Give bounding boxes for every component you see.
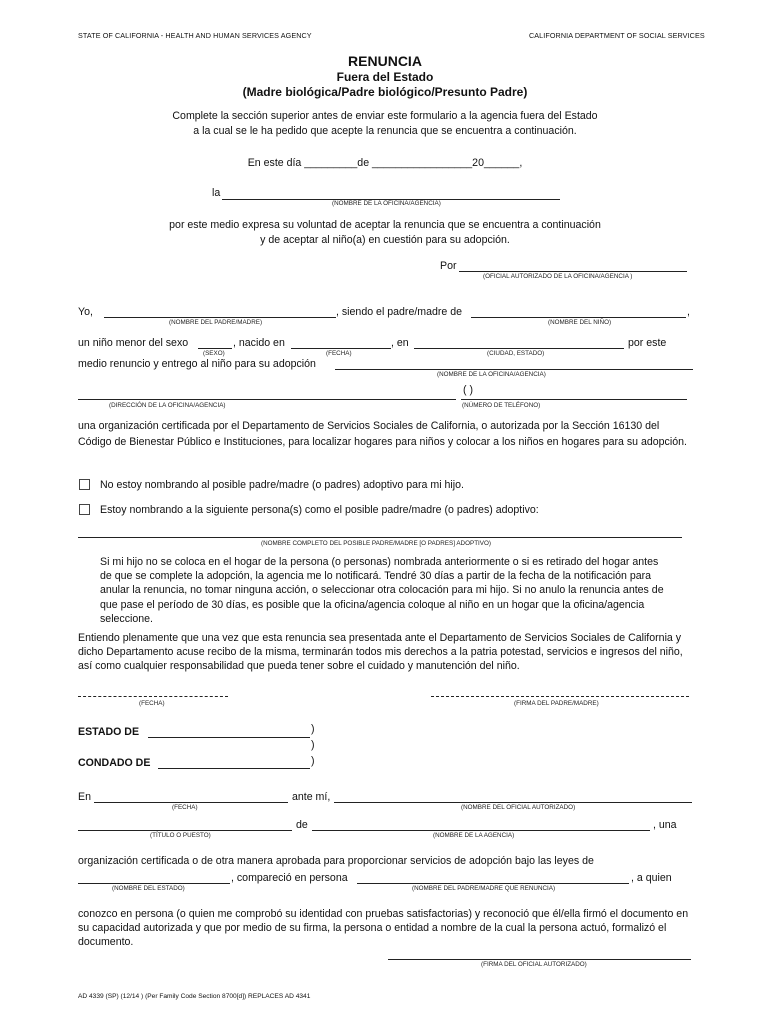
adoptive-parent-caption: (NOMBRE COMPLETO DEL POSIBLE PADRE/MADRE [O PADRES] ADOPTIVO) xyxy=(261,540,491,547)
child-name-caption: (NOMBRE DEL NIÑO) xyxy=(548,319,612,326)
parent-signature-caption: (FIRMA DEL PADRE/MADRE) xyxy=(514,700,599,707)
office-address-field[interactable] xyxy=(78,399,456,400)
signature-date-caption: (FECHA) xyxy=(139,700,165,707)
agency-header-right: CALIFORNIA DEPARTMENT OF SOCIAL SERVICES xyxy=(529,31,705,40)
notary-agency-field[interactable] xyxy=(312,830,650,831)
office-name-caption: (NOMBRE DE LA OFICINA/AGENCIA) xyxy=(437,371,546,378)
comma-label: , xyxy=(687,306,690,318)
notary-official-caption: (NOMBRE DEL OFICIAL AUTORIZADO) xyxy=(461,804,576,811)
child-sex-label: un niño menor del sexo xyxy=(78,337,189,349)
form-subtitle: Fuera del Estado xyxy=(336,70,434,84)
relinquishing-parent-caption: (NOMBRE DEL PADRE/MADRE QUE RENUNCIA) xyxy=(412,885,556,892)
notary-title-field[interactable] xyxy=(78,830,292,831)
notary-agency-caption: (NOMBRE DE LA AGENCIA) xyxy=(433,832,515,839)
phone-number-field[interactable] xyxy=(461,399,687,400)
intro-line-2: a la cual se le ha pedido que acepte la renuncia que se encuentra a continuación. xyxy=(193,125,577,137)
en-label: , en xyxy=(391,337,409,349)
estado-paren: ) xyxy=(311,723,315,735)
intro-line-1: Complete la sección superior antes de enviar este formulario a la agencia fuera del Estado xyxy=(172,110,598,122)
notary-official-name-field[interactable] xyxy=(334,802,692,803)
option-no-adoptive-parent-label: No estoy nombrando al posible padre/madre (o padres) adoptivo para mi hijo. xyxy=(100,479,464,491)
option-naming-adoptive-parent-checkbox[interactable] xyxy=(79,504,90,515)
form-title: RENUNCIA xyxy=(348,53,422,69)
notary-closing-paragraph: conozco en persona (o quien me comprobó su identidad con pruebas satisfactorias) y reconoció que él/ella firmó el documento en su capacidad autorizada y que por medio de su firma, la persona o entidad a nombre de la cual la persona actuó, formalizó el documento. xyxy=(78,908,689,949)
por-este-label: por este xyxy=(628,337,667,349)
notary-state-field[interactable] xyxy=(78,883,230,884)
child-sex-field[interactable] xyxy=(198,348,232,349)
birth-date-field[interactable] xyxy=(291,348,391,349)
certified-org-paragraph: una organización certificada por el Departamento de Servicios Sociales de California, o autorizada por la Sección 16130 del Código de Bienestar Público e Instituciones, para localizar hogares para niños y colocar a los niños en hogares para su adopción. xyxy=(78,420,687,448)
a-quien-label: , a quien xyxy=(631,872,672,884)
notary-date-caption: (FECHA) xyxy=(172,804,198,811)
office-address-caption: (DIRECCIÓN DE LA OFICINA/AGENCIA) xyxy=(109,402,226,409)
siendo-label: , siendo el padre/madre de xyxy=(336,306,463,318)
option-naming-adoptive-parent-label: Estoy nombrando a la siguiente persona(s) como el posible padre/madre (o padres) adoptivo: xyxy=(100,504,539,516)
official-signature-field[interactable] xyxy=(388,959,691,960)
relinquishing-parent-field[interactable] xyxy=(357,883,629,884)
understand-paragraph: Entiendo plenamente que una vez que esta renuncia sea presentada ante el Departamento de Servicios Sociales de California y dicho Departamento acuse recibo de la misma, terminarán todos mis derechos a la patria potestad, servicios e ingresos del niño, así como cualquier responsabilidad que pueda tener sobre el cuidado y manutención del niño. xyxy=(78,632,683,673)
city-state-caption: (CIUDAD, ESTADO) xyxy=(487,350,545,357)
express-line-2: y de aceptar al niño(a) en cuestión para su adopción. xyxy=(260,234,510,246)
estado-label: ESTADO DE xyxy=(78,726,140,738)
parent-signature-field[interactable] xyxy=(431,696,689,697)
adoptive-parent-name-field[interactable] xyxy=(78,537,682,538)
express-line-1: por este medio expresa su voluntad de aceptar la renuncia que se encuentra a continuación xyxy=(169,219,601,231)
estado-field[interactable] xyxy=(148,737,310,738)
sex-caption: (SEXO) xyxy=(203,350,225,357)
relinquish-text: medio renuncio y entrego al niño para su adopción xyxy=(78,358,316,370)
phone-area-code: ( ) xyxy=(463,384,473,396)
authorized-official-field[interactable] xyxy=(459,271,687,272)
condado-paren: ) xyxy=(311,755,315,767)
form-footer: AD 4339 (SP) (12/14 ) (Per Family Code Section 8700[d]) REPLACES AD 4341 xyxy=(78,993,311,1000)
notary-una-label: , una xyxy=(653,819,677,831)
parent-name-field[interactable] xyxy=(104,317,336,318)
ante-mi-label: ante mí, xyxy=(292,791,331,803)
form-subtitle-parent-type: (Madre biológica/Padre biológico/Presunto Padre) xyxy=(242,85,528,99)
signature-date-field[interactable] xyxy=(78,696,228,697)
notary-de-label: de xyxy=(296,819,308,831)
por-label: Por xyxy=(440,260,457,272)
notary-org-line: organización certificada o de otra manera aprobada para proporcionar servicios de adopción bajo las leyes de xyxy=(78,855,594,867)
birth-date-caption: (FECHA) xyxy=(326,350,352,357)
comparecio-label: , compareció en persona xyxy=(231,872,348,884)
notary-title-caption: (TÍTULO O PUESTO) xyxy=(150,832,211,839)
nacido-label: , nacido en xyxy=(233,337,285,349)
notice-paragraph: Si mi hijo no se coloca en el hogar de la persona (o personas) nombrada anteriormente o si es retirado del hogar antes de que se complete la adopción, la agencia me lo notificará. Tendré 30 días a partir de la fecha de la notificación para anular la renuncia, no tomar ninguna acción, o seleccionar otra colocación para mi hijo. Si no anulo la renuncia antes de que pase el período de 30 días, es posible que la oficina/agencia coloque al niño en un hogar que la oficina/agencia seleccione. xyxy=(100,556,664,625)
condado-field[interactable] xyxy=(158,768,310,769)
acceptance-date-line[interactable]: En este día _________de _________________20______, xyxy=(247,157,523,169)
office-name-field[interactable] xyxy=(335,369,693,370)
notary-en-label: En xyxy=(78,791,91,803)
agency-header-left: STATE OF CALIFORNIA - HEALTH AND HUMAN SERVICES AGENCY xyxy=(78,31,312,40)
notary-state-caption: (NOMBRE DEL ESTADO) xyxy=(112,885,185,892)
authorized-official-caption: (OFICIAL AUTORIZADO DE LA OFICINA/AGENCIA ) xyxy=(483,273,633,280)
yo-label: Yo, xyxy=(78,306,93,318)
phone-caption: (NÚMERO DE TELÉFONO) xyxy=(462,402,541,409)
birth-city-field[interactable] xyxy=(414,348,624,349)
condado-label: CONDADO DE xyxy=(78,757,151,769)
child-name-field[interactable] xyxy=(471,317,686,318)
parent-name-caption: (NOMBRE DEL PADRE/MADRE) xyxy=(169,319,263,326)
agency-name-caption: (NOMBRE DE LA OFICINA/AGENCIA) xyxy=(332,200,441,207)
official-signature-caption: (FIRMA DEL OFICIAL AUTORIZADO) xyxy=(481,961,587,968)
option-no-adoptive-parent-checkbox[interactable] xyxy=(79,479,90,490)
notary-date-field[interactable] xyxy=(94,802,288,803)
middle-paren: ) xyxy=(311,739,315,751)
agency-la-label: la xyxy=(212,187,221,199)
